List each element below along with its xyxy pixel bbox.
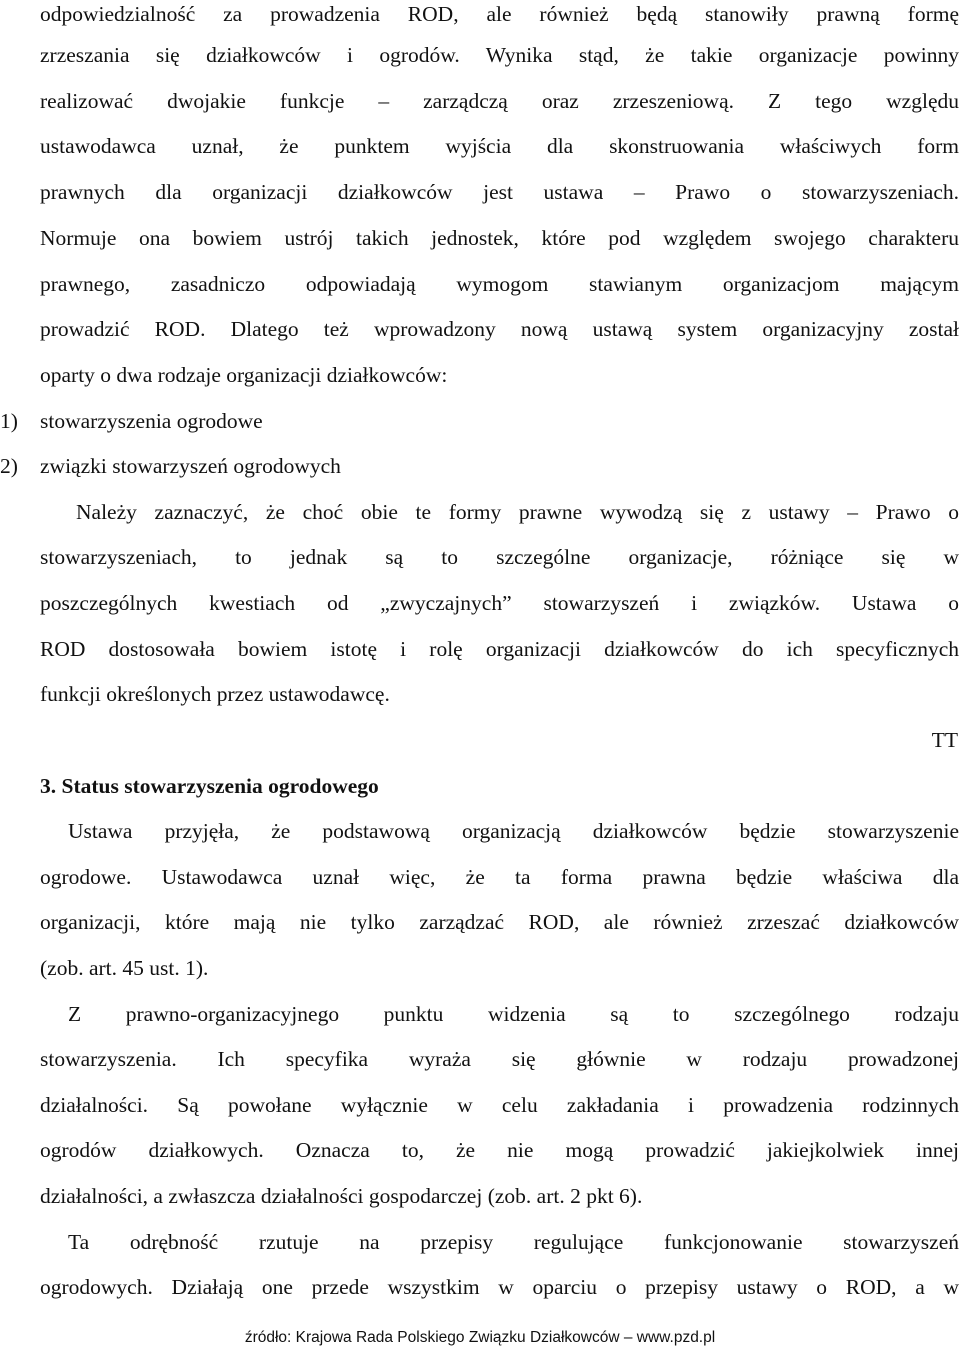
text-line: prawnych dla organizacji działkowców jest ustawa – Prawo o stowarzyszeniach. (40, 180, 959, 204)
section-heading: 3. Status stowarzyszenia ogrodowego (40, 774, 379, 798)
text-line: Ustawa przyjęła, że podstawową organizacją działkowców będzie stowarzyszenie (68, 819, 959, 843)
text-line: ogrodów działkowych. Oznacza to, że nie mogą prowadzić jakiejkolwiek innej (40, 1138, 959, 1162)
text-line: organizacji, które mają nie tylko zarządzać ROD, ale również zrzeszać działkowców (40, 910, 959, 934)
list-text: stowarzyszenia ogrodowe (40, 409, 263, 433)
text-line: zrzeszania się działkowców i ogrodów. Wynika stąd, że takie organizacje powinny (40, 43, 959, 67)
text-line: ogrodowe. Ustawodawca uznał więc, że ta forma prawna będzie właściwa dla (40, 865, 959, 889)
text-line: oparty o dwa rodzaje organizacji działkowców: (40, 363, 448, 387)
text-line: prowadzić ROD. Dlatego też wprowadzony nową ustawą system organizacyjny został (40, 317, 959, 341)
text-line: Należy zaznaczyć, że choć obie te formy prawne wywodzą się z ustawy – Prawo o (76, 500, 959, 524)
text-line: stowarzyszenia. Ich specyfika wyraża się głównie w rodzaju prowadzonej (40, 1047, 959, 1071)
list-number: 1) (0, 409, 18, 433)
page-footer: źródło: Krajowa Rada Polskiego Związku Działkowców – www.pzd.pl (244, 1329, 716, 1346)
margin-marker: TT (931, 728, 958, 752)
list-text: związki stowarzyszeń ogrodowych (40, 454, 341, 478)
text-line: prawnego, zasadniczo odpowiadają wymogom stawianym organizacjom mającym (40, 272, 959, 296)
text-line: ogrodowych. Działają one przede wszystkim w oparciu o przepisy ustawy o ROD, a w (40, 1275, 959, 1299)
text-line: funkcji określonych przez ustawodawcę. (40, 682, 390, 706)
text-line: Normuje ona bowiem ustrój takich jednostek, które pod względem swojego charakteru (40, 226, 959, 250)
text-line: odpowiedzialność za prowadzenia ROD, ale również będą stanowiły prawną formę (40, 2, 959, 26)
text-line: Z prawno-organizacyjnego punktu widzenia są to szczególnego rodzaju (68, 1002, 959, 1026)
text-line: ustawodawca uznał, że punktem wyjścia dla skonstruowania właściwych form (40, 134, 959, 158)
text-line: (zob. art. 45 ust. 1). (40, 956, 209, 980)
text-line: Ta odrębność rzutuje na przepisy regulujące funkcjonowanie stowarzyszeń (68, 1230, 959, 1254)
text-line: ROD dostosowała bowiem istotę i rolę organizacji działkowców do ich specyficznych (40, 637, 959, 661)
text-line: poszczególnych kwestiach od „zwyczajnych” stowarzyszeń i związków. Ustawa o (40, 591, 959, 615)
text-line: działalności, a zwłaszcza działalności gospodarczej (zob. art. 2 pkt 6). (40, 1184, 643, 1208)
text-line: stowarzyszeniach, to jednak są to szczególne organizacje, różniące się w (40, 545, 959, 569)
text-line: działalności. Są powołane wyłącznie w celu zakładania i prowadzenia rodzinnych (40, 1093, 959, 1117)
list-number: 2) (0, 454, 18, 478)
text-line: realizować dwojakie funkcje – zarządczą oraz zrzeszeniową. Z tego względu (40, 89, 959, 113)
